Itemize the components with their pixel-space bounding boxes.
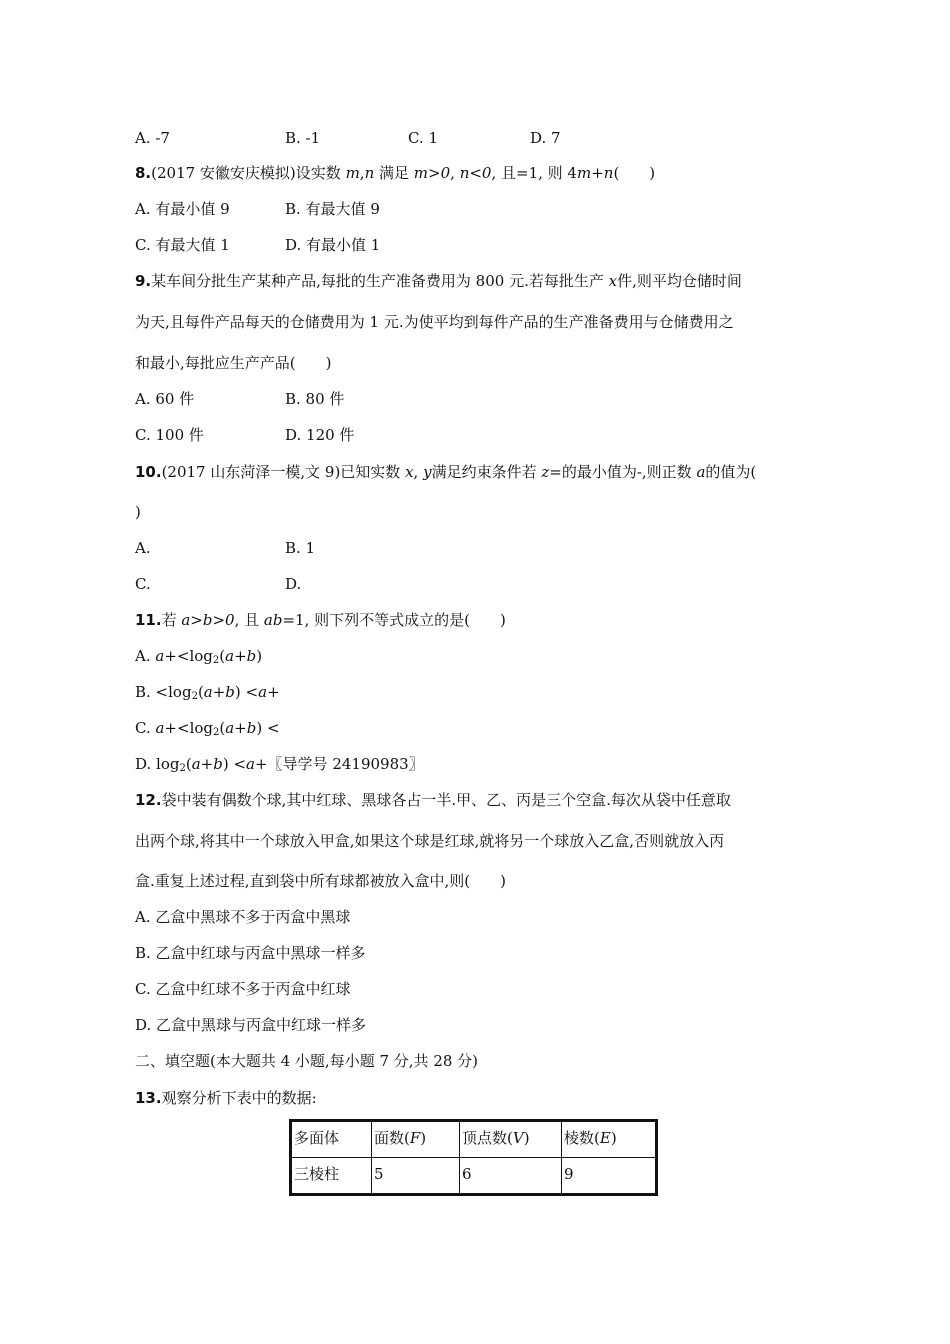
- header-text: 顶点数(: [462, 1129, 513, 1147]
- q7-option-b: B. -1: [285, 129, 321, 147]
- q11-b-sub: 2: [191, 691, 198, 702]
- q8-cond-m: m>0: [413, 164, 451, 182]
- q11-cond: a>b>0: [181, 611, 235, 629]
- q11-c-log: <log: [177, 719, 213, 737]
- q8-sep: ,: [450, 164, 460, 182]
- q9-number: 9.: [135, 272, 152, 290]
- q7-option-c: C. 1: [408, 129, 439, 147]
- q10-option-a: A.: [135, 539, 151, 557]
- q8-var-n: n: [364, 164, 375, 182]
- q11-c-paren: (: [219, 719, 226, 737]
- q9-text: 件,则平均仓储时间: [617, 272, 742, 290]
- table-header-polyhedron: 多面体: [291, 1121, 372, 1158]
- q13-number: 13.: [135, 1089, 162, 1107]
- header-var: F: [409, 1129, 421, 1147]
- q10-stem-line1: [135, 462, 756, 482]
- q11-c-sub: 2: [213, 727, 220, 738]
- q11-option-d: [135, 754, 424, 774]
- q8-expr-m: m: [576, 164, 592, 182]
- q11-a-paren: (: [219, 647, 226, 665]
- q11-b-label: B. <log: [135, 683, 192, 701]
- q8-number: 8.: [135, 164, 152, 182]
- q10-text: 满足约束条件若: [431, 463, 542, 481]
- table-cell: 三棱柱: [291, 1158, 372, 1195]
- q11-a-paren: ): [256, 647, 263, 665]
- q12-stem-line1: [135, 790, 731, 810]
- q8-option-d: D. 有最小值 1: [285, 236, 381, 254]
- q11-c-paren: ) <: [256, 719, 280, 737]
- q10-option-b: B. 1: [285, 539, 316, 557]
- q8-text: 满足: [374, 164, 414, 182]
- header-text: 棱数(: [564, 1129, 600, 1147]
- q11-b-expr: a+: [258, 683, 280, 701]
- q11-d-label: D. log: [135, 755, 180, 773]
- q11-number: 11.: [135, 611, 162, 629]
- q10-var-z: z: [541, 463, 550, 481]
- q11-stem: [135, 610, 506, 630]
- q8-expr-n: n: [603, 164, 614, 182]
- table-row: [291, 1121, 657, 1158]
- section-heading: 二、填空题(本大题共 4 小题,每小题 7 分,共 28 分): [135, 1052, 479, 1070]
- q11-d-expr: a+: [246, 755, 268, 773]
- q8-option-b: B. 有最大值 9: [285, 200, 380, 218]
- q7-option-d: D. 7: [530, 129, 561, 147]
- q10-option-c: C.: [135, 575, 151, 593]
- q11-b-paren: (: [197, 683, 204, 701]
- q11-text: =1, 则下列不等式成立的是( ): [282, 611, 506, 629]
- q11-b-expr: a+b: [203, 683, 235, 701]
- header-var: E: [599, 1129, 611, 1147]
- q11-c-expr: a+b: [225, 719, 257, 737]
- q9-var-x: x: [608, 272, 618, 290]
- q10-text: (2017 山东菏泽一模,文 9)已知实数: [161, 463, 406, 481]
- q12-text: 袋中装有偶数个球,其中红球、黑球各占一半.甲、乙、丙是三个空盒.每次从袋中任意取: [161, 791, 731, 809]
- table-row: [291, 1158, 657, 1195]
- q13-stem: [135, 1088, 317, 1108]
- header-text: 面数(: [374, 1129, 410, 1147]
- q9-stem-line2: 为天,且每件产品每天的仓储费用为 1 元.为使平均到每件产品的生产准备费用与仓储费用之: [135, 313, 734, 331]
- table-header-faces: [372, 1121, 460, 1158]
- q11-d-expr: a+b: [191, 755, 223, 773]
- q11-c-expr: a+: [155, 719, 177, 737]
- q9-text: 某车间分批生产某种产品,每批的生产准备费用为 800 元.若每批生产: [151, 272, 609, 290]
- table-cell: 9: [562, 1158, 657, 1195]
- q12-option-d: D. 乙盒中黑球与丙盒中红球一样多: [135, 1016, 367, 1034]
- q8-text: , 且=1, 则 4: [491, 164, 577, 182]
- q9-stem-line1: [135, 271, 742, 291]
- q8-blank: ( ): [613, 164, 656, 182]
- q13-text: 观察分析下表中的数据:: [161, 1089, 317, 1107]
- q8-plus: +: [591, 164, 604, 182]
- q10-var-x: x: [405, 463, 414, 481]
- q11-d-sub: 2: [179, 763, 186, 774]
- q8-stem: [135, 163, 655, 183]
- q8-cond-n: n<0: [459, 164, 492, 182]
- q10-sep: ,: [413, 463, 424, 481]
- q9-option-d: D. 120 件: [285, 426, 355, 444]
- q11-reference-number: 〖导学号 24190983〗: [267, 755, 424, 773]
- q10-text: =的最小值为-,则正数: [549, 463, 697, 481]
- q12-stem-line2: 出两个球,将其中一个球放入甲盒,如果这个球是红球,就将另一个球放入乙盒,否则就放入丙: [135, 832, 725, 850]
- q8-option-c: C. 有最大值 1: [135, 236, 230, 254]
- q9-option-a: A. 60 件: [135, 390, 195, 408]
- q10-var-a: a: [696, 463, 706, 481]
- header-text: ): [523, 1129, 530, 1147]
- q8-sep: ,: [359, 164, 365, 182]
- q12-option-c: C. 乙盒中红球不多于丙盒中红球: [135, 980, 351, 998]
- q11-a-sub: 2: [212, 655, 220, 666]
- q11-text: 若: [161, 611, 182, 629]
- q10-text: 的值为(: [705, 463, 757, 481]
- polyhedron-table: [289, 1119, 658, 1196]
- q10-option-d: D.: [285, 575, 302, 593]
- q8-option-a: A. 有最小值 9: [135, 200, 230, 218]
- q7-option-a: A. -7: [135, 129, 170, 147]
- q11-a-expr: a+: [155, 647, 177, 665]
- q11-d-mid: ) <: [222, 755, 247, 773]
- q8-text: (2017 安徽安庆模拟)设实数: [151, 164, 346, 182]
- q8-var-m: m: [345, 164, 360, 182]
- header-text: ): [420, 1129, 427, 1147]
- q11-d-paren: (: [185, 755, 192, 773]
- table-header-vertices: [460, 1121, 562, 1158]
- table-cell: 6: [460, 1158, 562, 1195]
- header-var: V: [512, 1129, 524, 1147]
- q10-stem-line2: ): [135, 503, 141, 521]
- table-cell: 5: [372, 1158, 460, 1195]
- q11-option-a: [135, 646, 262, 666]
- q10-var-y: y: [423, 463, 432, 481]
- q11-c-label: C.: [135, 719, 156, 737]
- q11-text: , 且: [234, 611, 264, 629]
- q9-stem-line3: 和最小,每批应生产产品( ): [135, 354, 332, 372]
- q11-b-mid: ) <: [234, 683, 259, 701]
- q9-option-c: C. 100 件: [135, 426, 204, 444]
- q12-option-b: B. 乙盒中红球与丙盒中黑球一样多: [135, 944, 366, 962]
- table-header-edges: [562, 1121, 657, 1158]
- q12-stem-line3: 盒.重复上述过程,直到袋中所有球都被放入盒中,则( ): [135, 872, 507, 890]
- q11-a-log: <log: [176, 647, 213, 665]
- q11-option-b: [135, 682, 280, 702]
- q12-option-a: A. 乙盒中黑球不多于丙盒中黑球: [135, 908, 351, 926]
- q10-number: 10.: [135, 463, 162, 481]
- q9-option-b: B. 80 件: [285, 390, 345, 408]
- q11-option-c: [135, 718, 280, 738]
- header-text: ): [610, 1129, 617, 1147]
- q12-number: 12.: [135, 791, 162, 809]
- q11-a-label: A.: [135, 647, 156, 665]
- q11-var-ab: ab: [263, 611, 283, 629]
- q11-a-expr: a+b: [225, 647, 257, 665]
